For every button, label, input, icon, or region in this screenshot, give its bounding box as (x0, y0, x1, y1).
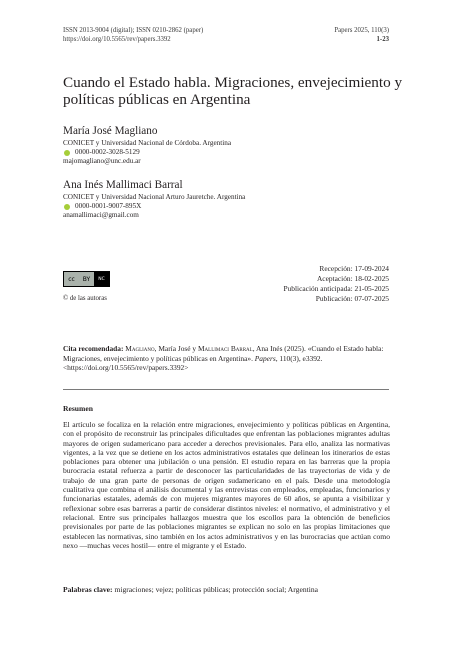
citation-label: Cita recomendada: (63, 344, 124, 353)
by-icon: BY (82, 275, 91, 283)
author-affiliation: CONICET y Universidad Nacional Arturo Jauretche. Argentina (63, 193, 246, 201)
author-name: Ana Inés Mallimaci Barral (63, 179, 183, 191)
page-range: 1-23 (376, 35, 389, 43)
orcid-icon (64, 150, 70, 156)
abstract-body: El artículo se focaliza en la relación entre migraciones, envejecimiento y políticas públicas en Argentina, con el propósito de reconstruir las principales dificultades que enfrentan las poblaciones migrantes adultas mayores de origen sudamericano para acceder a derechos previsionales. Para ello, analiza las normativas vigentes, a la vez que se detiene en los actos administrativos estatales que delinean los itinerarios de estas poblaciones para obtener una jubilación o una pensión. El estudio repara en las barreras que la propia burocracia estatal refuerza a partir de desconocer las particularidades de las trayectorias de vida y de trabajo de una gran parte de personas de origen sudamericano en el país. Desde una metodología cualitativa que combina el análisis documental y las entrevistas con empleados, empleadas, funcionarios y funcionarias estatales, además de con mujeres migrantes mayores de 60 años, se apunta a visibilizar y reflexionar sobre esas barreras a partir de considerar distintos niveles: el normativo, el administrativo y el relacional. Entre sus principales hallazgos muestra que los escollos para la obtención de beneficios previsionales por parte de las poblaciones migrantes se explican no solo en las propias limitaciones que establecen las normativas, sino también en los actos administrativos y en las burocracias que actúan como nexo —muchas veces hostil— entre el migrante y el Estado. (63, 420, 390, 550)
citation-author-1: Magliano (125, 344, 155, 353)
header-left (63, 27, 203, 44)
journal-issue: Papers 2025, 110(3) (334, 27, 389, 34)
recommended-citation (63, 344, 389, 373)
keywords-label: Palabras clave: (63, 585, 113, 594)
orcid-row[interactable] (63, 148, 393, 157)
abstract-heading: Resumen (63, 404, 93, 413)
orcid-id[interactable]: 0000-0001-9007-895X (75, 202, 142, 211)
header-right (334, 27, 389, 44)
author-block-1 (63, 125, 393, 167)
nc-icon: NC (94, 272, 109, 286)
author-name: María José Magliano (63, 125, 158, 137)
citation-ref[interactable]: , 110(3), e3392. <https://doi.org/10.5565/rev/papers.3392> (63, 353, 323, 373)
author-email[interactable]: anamallimaci@gmail.com (63, 211, 139, 220)
cc-license-badge[interactable] (63, 271, 110, 287)
keywords (63, 585, 389, 594)
citation-journal: Papers (254, 353, 276, 363)
doi-line[interactable]: https://doi.org/10.5565/rev/papers.3392 (63, 35, 171, 43)
author-affiliation: CONICET y Universidad Nacional de Córdoba. Argentina (63, 139, 232, 147)
cc-icon: cc (68, 275, 75, 283)
date-anticipada: Publicación anticipada: 21-05-2025 (283, 284, 389, 293)
date-aceptacion: Aceptación: 18-02-2025 (316, 274, 389, 283)
license-block (63, 271, 110, 302)
author-email[interactable]: majomagliano@unc.edu.ar (63, 157, 141, 166)
issn-line: ISSN 2013-9004 (digital); ISSN 0210-2862 (paper) (63, 27, 204, 34)
citation-rest: , Ana Inés (2025). «Cuando el Estado habla: Migraciones, envejecimiento y políticas públicas en Argentina». (63, 344, 384, 363)
orcid-id[interactable]: 0000-0002-3028-5129 (75, 148, 140, 157)
date-publicacion: Publicación: 07-07-2025 (315, 294, 389, 303)
orcid-icon (64, 204, 70, 210)
divider (63, 389, 389, 390)
citation-author-2: Mallimaci Barral (197, 344, 253, 353)
orcid-row[interactable] (63, 202, 393, 211)
article-title: Cuando el Estado habla. Migraciones, envejecimiento y políticas públicas en Argentina (63, 74, 403, 108)
keywords-text: migraciones; vejez; políticas públicas; protección social; Argentina (114, 585, 319, 594)
citation-sep: , María José y (154, 344, 198, 353)
author-block-2 (63, 179, 393, 221)
date-recepcion: Recepción: 17-09-2024 (319, 264, 389, 273)
copyright-note: © de las autoras (63, 295, 107, 302)
publication-dates (284, 264, 390, 304)
